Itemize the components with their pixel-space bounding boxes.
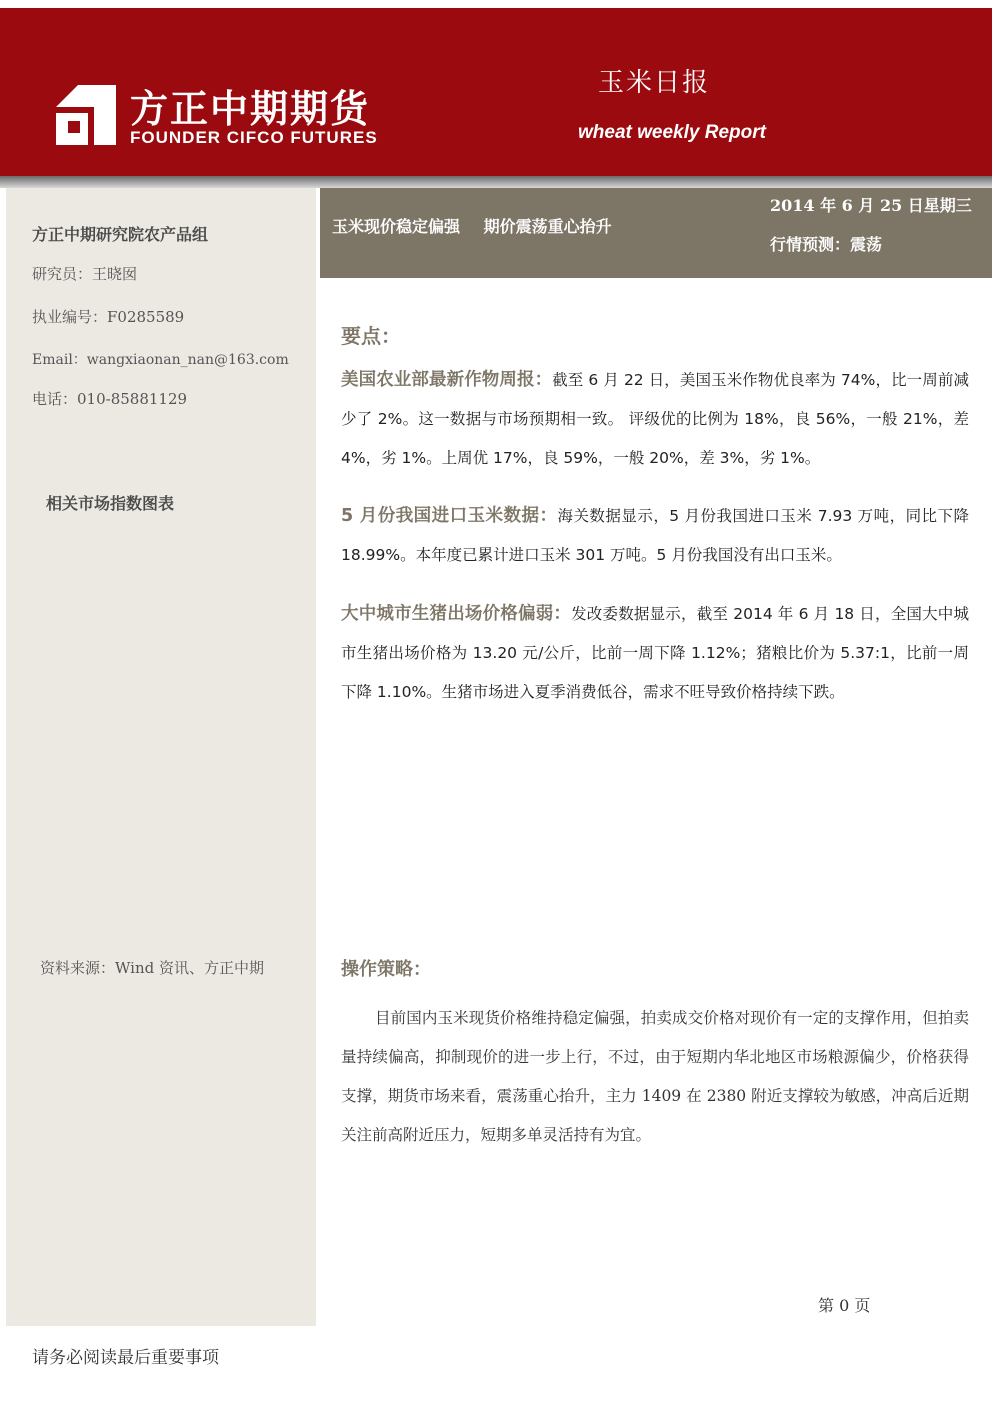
key-point-lead: 5 月份我国进口玉米数据： (341, 506, 558, 526)
report-subtitle: wheat weekly Report (578, 122, 766, 143)
data-source: 资料来源：Wind 资讯、方正中期 (40, 959, 264, 977)
header-shadow-divider (0, 176, 992, 188)
report-title: 玉米日报 (598, 68, 711, 98)
contact-phone: 电话：010-85881129 (32, 390, 188, 408)
key-point-lead: 美国农业部最新作物周报： (341, 370, 553, 390)
key-point-hog-prices (341, 595, 969, 712)
strategy-body: 目前国内玉米现货价格维持稳定偏强，拍卖成交价格对现价有一定的支撑作用，但拍卖量持续偏高，抑制现价的进一步上行，不过，由于短期内华北地区市场粮源偏少，价格获得支撑，期货市场来看，震荡重心抬升，主力 1409 在 2380 附近支撑较为敏感，冲高后近期关注前高附近压力，短期多单灵活持有为宜。 (341, 1009, 969, 1144)
key-point-body: 发改委数据显示，截至 2014 年 6 月 18 日，全国大中城市生猪出场价格为 13.20 元/公斤，比前一周下降 1.12%；猪粮比价为 5.37:1，比前一周下降 1.10%。生猪市场进入夏季消费低谷，需求不旺导致价格持续下跌。 (341, 605, 969, 701)
license-number: 执业编号：F0285589 (32, 308, 185, 326)
key-point-imports (341, 497, 969, 575)
charts-section-title: 相关市场指数图表 (46, 494, 175, 513)
contact-email: Email：wangxiaonan_nan@163.com (32, 352, 289, 368)
brand-name-cn: 方正中期期货 (130, 87, 371, 131)
researcher-name: 研究员：王晓囡 (32, 265, 138, 283)
research-group: 方正中期研究院农产品组 (32, 225, 209, 244)
key-point-body: 海关数据显示，5 月份我国进口玉米 7.93 万吨，同比下降 18.99%。本年度已累计进口玉米 301 万吨。5 月份我国没有出口玉米。 (341, 507, 969, 564)
report-date: 2014 年 6 月 25 日星期三 (770, 196, 972, 215)
banner-headline: 玉米现价稳定偏强 期价震荡重心抬升 (332, 217, 612, 236)
brand-name-en: FOUNDER CIFCO FUTURES (130, 128, 378, 147)
key-point-lead: 大中城市生猪出场价格偏弱： (341, 604, 572, 624)
market-forecast: 行情预测：震荡 (770, 235, 883, 254)
disclaimer-note: 请务必阅读最后重要事项 (32, 1348, 219, 1368)
strategy-title: 操作策略： (341, 959, 431, 980)
key-point-usda (341, 361, 969, 478)
key-points-title: 要点： (341, 324, 401, 348)
founder-logo-icon (56, 85, 116, 145)
page-number: 第 0 页 (818, 1296, 871, 1315)
key-point-body: 截至 6 月 22 日，美国玉米作物优良率为 74%，比一周前减少了 2%。这一数据与市场预期相一致。 评级优的比例为 18%，良 56%，一般 21%，差 4%，劣 1%。上周优 17%，良 59%，一般 20%，差 3%，劣 1%。 (341, 371, 969, 467)
